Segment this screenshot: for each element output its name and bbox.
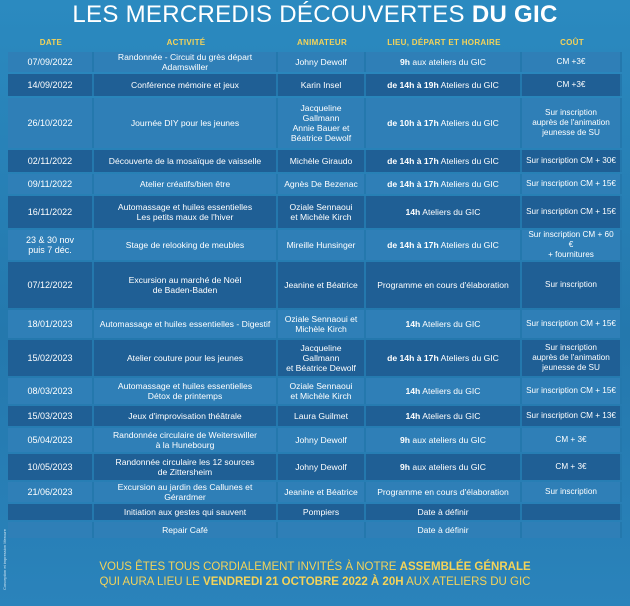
row-date: 10/05/2023 [8,454,94,480]
row-place-text: Ateliers du GIC [420,207,481,217]
row-date [8,504,94,520]
row-host: Agnès De Bezenac [278,174,366,194]
row-place-text: Ateliers du GIC [438,353,499,363]
row-date: 15/03/2023 [8,406,94,426]
row-activity: Randonnée - Circuit du grès départ Adamswiller [94,52,278,72]
row-activity: Atelier couture pour les jeunes [94,340,278,376]
row-host: Mireille Hunsinger [278,230,366,260]
row-cost: Sur inscription CM + 30€ [522,150,622,172]
row-activity: Automassage et huiles essentielles - Digestif [94,310,278,338]
row-host: Jeanine et Béatrice [278,262,366,308]
footer-line-2-text: QUI AURA LIEU LE [99,576,204,588]
row-activity: Randonnée circulaire de Weiterswiller à la Hunebourg [94,428,278,452]
row-place-time: de 14h à 17h [387,353,439,363]
row-activity: Automassage et huiles essentielles Les petits maux de l'hiver [94,196,278,228]
row-cost: Sur inscription CM + 15€ [522,196,622,228]
row-host: Oziale Sennaoui et Michèle Kirch [278,310,366,338]
row-host: Johny Dewolf [278,428,366,452]
row-host: Pompiers [278,504,366,520]
print-credit: Conception et impression Mercure [2,529,7,590]
row-date: 15/02/2023 [8,340,94,376]
row-host: Jacqueline Gallmann Annie Bauer et Béatrice Dewolf [278,98,366,148]
row-host: Oziale Sennaoui et Michèle Kirch [278,196,366,228]
row-host: Johny Dewolf [278,454,366,480]
row-cost: Sur inscription auprès de l'animation jeunesse de SU [522,340,622,376]
row-date: 23 & 30 nov puis 7 déc. [8,230,94,260]
footer-line-2-strong: VENDREDI 21 OCTOBRE 2022 À 20H [203,576,404,588]
row-activity: Initiation aux gestes qui sauvent [94,504,278,520]
row-date: 21/06/2023 [8,482,94,502]
row-place-text: Ateliers du GIC [438,80,499,90]
row-place-time: de 14h à 17h [387,240,439,250]
page-title [0,0,630,32]
table-row [8,262,622,308]
row-cost: Sur inscription [522,482,622,502]
header-host: ANIMATEUR [296,37,348,47]
table-body [8,52,622,538]
footer-invitation [0,560,630,590]
row-place-time: de 10h à 17h [387,118,439,128]
header-date: DATE [39,37,63,47]
row-cost [522,522,622,538]
row-place [366,310,522,338]
table-row [8,454,622,480]
footer-line-1-text: VOUS ÊTES TOUS CORDIALEMENT INVITÉS À NOTRE [99,561,400,573]
row-cost: Sur inscription auprès de l'animation jeunesse de SU [522,98,622,148]
row-host [278,522,366,538]
row-place-text: Ateliers du GIC [438,240,499,250]
row-place-time: de 14h à 17h [387,179,439,189]
row-date: 07/12/2022 [8,262,94,308]
table-row [8,482,622,502]
row-place-time: 9h [400,435,411,445]
table-row [8,310,622,338]
row-date: 18/01/2023 [8,310,94,338]
row-place [366,378,522,404]
header-cost: COÛT [560,37,584,47]
row-activity: Automassage et huiles essentielles Détox de printemps [94,378,278,404]
row-host: Jacqueline Gallmann et Béatrice Dewolf [278,340,366,376]
row-place-text: aux ateliers du GIC [410,462,486,472]
row-activity: Excursion au jardin des Callunes et Gérardmer [94,482,278,502]
footer-line-1-strong: ASSEMBLÉE GÉNRALE [399,561,531,573]
table-row [8,98,622,148]
row-cost: Sur inscription CM + 15€ [522,378,622,404]
row-cost [522,504,622,520]
row-place [366,504,522,520]
row-place [366,150,522,172]
title-prefix: LES MERCREDIS DÉCOUVERTES [72,1,465,28]
row-place [366,428,522,452]
table-row [8,428,622,452]
row-place-time: 14h [405,386,421,396]
row-date: 09/11/2022 [8,174,94,194]
row-place [366,174,522,194]
footer-line-1 [0,560,630,575]
row-place-text: Ateliers du GIC [438,156,499,166]
row-cost: Sur inscription CM + 15€ [522,174,622,194]
row-activity: Jeux d'improvisation théâtrale [94,406,278,426]
row-place [366,262,522,308]
row-activity: Atelier créatifs/bien être [94,174,278,194]
table-row [8,522,622,538]
header-place: LIEU, DÉPART ET HORAIRE [387,37,501,47]
row-place [366,74,522,96]
row-activity: Excursion au marché de Noël de Baden-Baden [94,262,278,308]
row-host: Laura Guilmet [278,406,366,426]
row-place [366,196,522,228]
table-row [8,150,622,172]
row-date: 26/10/2022 [8,98,94,148]
row-host: Karin Insel [278,74,366,96]
row-activity: Repair Café [94,522,278,538]
row-cost: Sur inscription [522,262,622,308]
footer-line-2-tail: AUX ATELIERS DU GIC [403,576,531,588]
row-place-text: Ateliers du GIC [420,411,481,421]
row-place-text: aux ateliers du GIC [410,57,486,67]
row-place-text: Programme en cours d'élaboration [377,487,509,497]
row-place-text: Date à définir [417,507,469,517]
title-strong: DU GIC [471,1,558,28]
table-row [8,340,622,376]
table-row [8,504,622,520]
row-place-text: Ateliers du GIC [438,179,499,189]
row-place-text: Ateliers du GIC [420,386,481,396]
table-row [8,378,622,404]
schedule-table [8,32,622,540]
row-place [366,230,522,260]
row-place-time: de 14h à 19h [387,80,439,90]
row-place [366,454,522,480]
row-place [366,52,522,72]
row-place [366,482,522,502]
table-row [8,196,622,228]
footer-line-2 [0,575,630,590]
row-place-text: Ateliers du GIC [420,319,481,329]
row-cost: Sur inscription CM + 15€ [522,310,622,338]
table-header-row [8,34,622,50]
row-date: 08/03/2023 [8,378,94,404]
row-activity: Stage de relooking de meubles [94,230,278,260]
row-date: 14/09/2022 [8,74,94,96]
row-place-time: 14h [405,411,421,421]
row-host: Jeanine et Béatrice [278,482,366,502]
row-place-time: 9h [400,57,411,67]
row-place [366,340,522,376]
table-row [8,52,622,72]
row-activity: Découverte de la mosaïque de vaisselle [94,150,278,172]
row-place [366,406,522,426]
table-row [8,230,622,260]
row-date [8,522,94,538]
row-date: 07/09/2022 [8,52,94,72]
row-date: 02/11/2022 [8,150,94,172]
row-cost: CM + 3€ [522,428,622,452]
row-activity: Journée DIY pour les jeunes [94,98,278,148]
row-place-time: 14h [405,207,421,217]
row-place [366,522,522,538]
row-place-time: 14h [405,319,421,329]
row-place-text: aux ateliers du GIC [410,435,486,445]
row-cost: Sur inscription CM + 60 € + fournitures [522,230,622,260]
row-date: 05/04/2023 [8,428,94,452]
row-place-text: Ateliers du GIC [438,118,499,128]
row-host: Michèle Giraudo [278,150,366,172]
table-row [8,74,622,96]
row-host: Oziale Sennaoui et Michèle Kirch [278,378,366,404]
header-activity: ACTIVITÉ [166,37,206,47]
row-cost: CM + 3€ [522,454,622,480]
row-place [366,98,522,148]
row-activity: Randonnée circulaire les 12 sources de Zittersheim [94,454,278,480]
row-cost: CM +3€ [522,74,622,96]
row-place-time: 9h [400,462,411,472]
row-activity: Conférence mémoire et jeux [94,74,278,96]
row-cost: CM +3€ [522,52,622,72]
row-cost: Sur inscription CM + 13€ [522,406,622,426]
table-row [8,406,622,426]
row-place-text: Programme en cours d'élaboration [377,280,509,290]
table-row [8,174,622,194]
row-place-text: Date à définir [417,525,469,535]
row-date: 16/11/2022 [8,196,94,228]
row-place-time: de 14h à 17h [387,156,439,166]
row-host: Johny Dewolf [278,52,366,72]
